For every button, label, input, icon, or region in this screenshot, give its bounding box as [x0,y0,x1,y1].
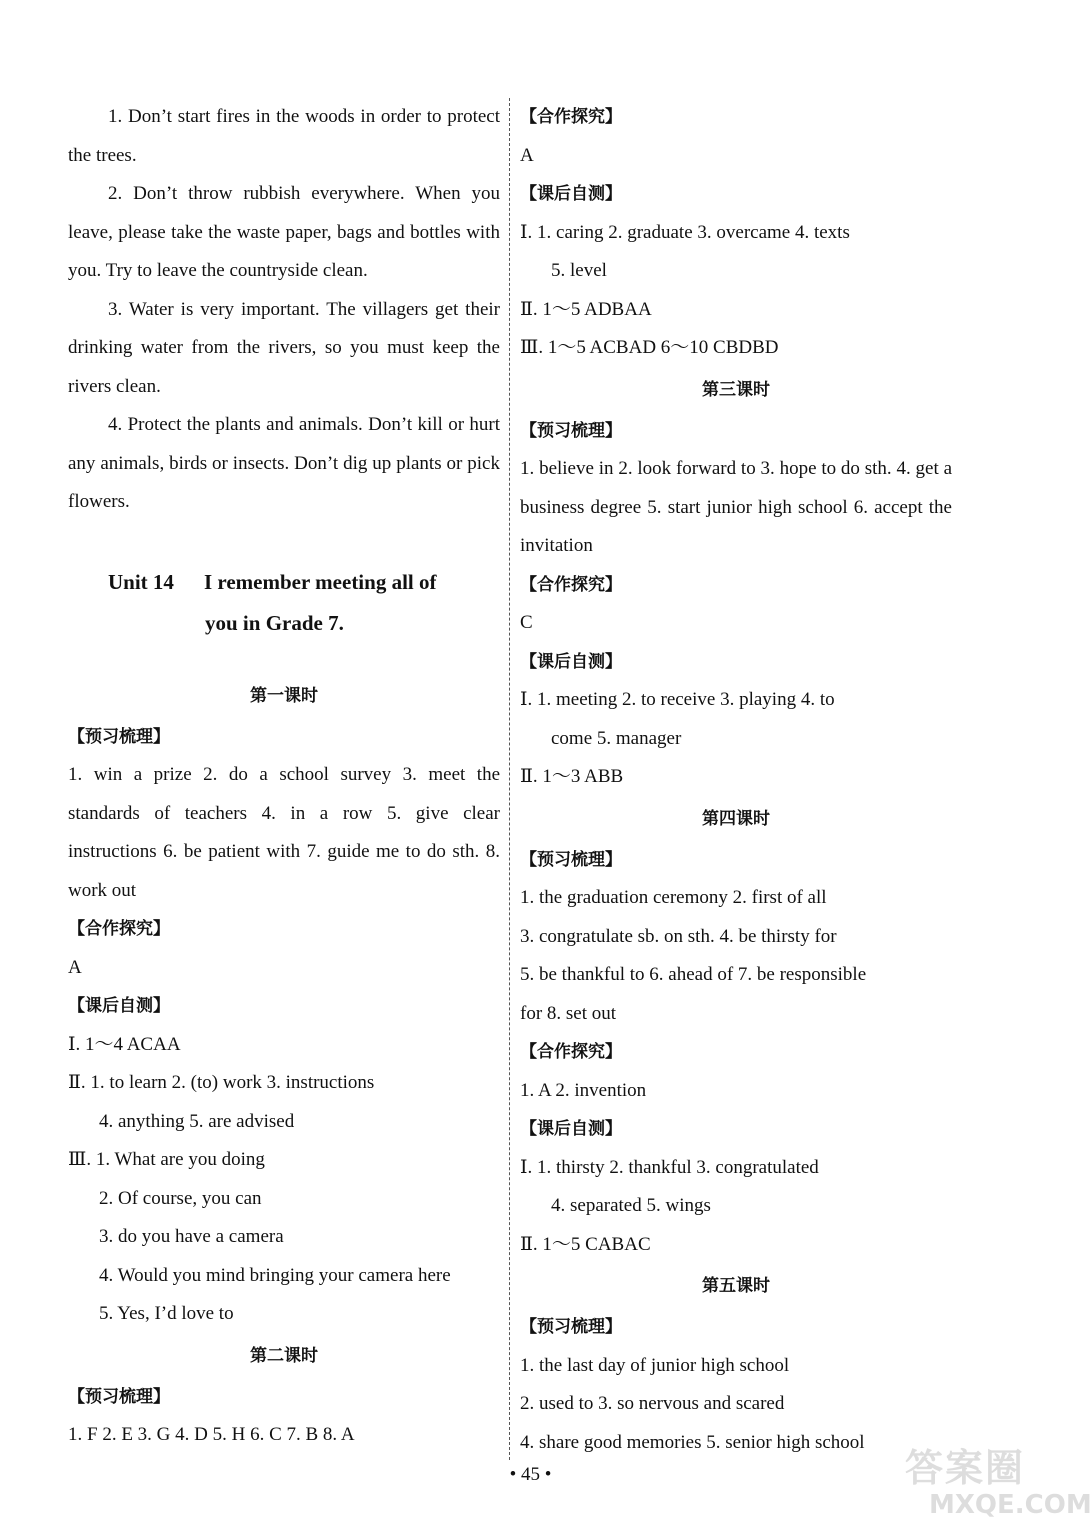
unit-title-line1: I remember meeting all of [204,569,437,594]
lesson-heading-3: 第三课时 [702,379,770,400]
coop-answer: C [520,612,533,633]
preview-line: 5. be thankful to 6. ahead of 7. be responsible [520,964,867,985]
lesson-heading-2: 第二课时 [250,1345,318,1366]
lesson-heading-1: 第一课时 [250,685,318,706]
watermark-url: MXQE.COM [929,1490,1092,1520]
test-line: Ⅱ. 1～5 ADBAA [520,298,652,320]
test-line: Ⅰ. 1～4 ACAA [68,1033,181,1055]
preview-answers: 1. F 2. E 3. G 4. D 5. H 6. C 7. B 8. A [68,1424,355,1445]
test-label: 【课后自测】 [520,184,622,204]
page-number: • 45 • [509,1464,552,1485]
watermark-logo [905,1446,1092,1530]
preview-line: 4. share good memories 5. senior high school [520,1431,865,1453]
coop-label: 【合作探究】 [520,107,622,127]
preview-line: 1. the last day of junior high school [520,1354,790,1376]
preview-line: 3. congratulate sb. on sth. 4. be thirsty for [520,925,837,947]
preview-label: 【预习梳理】 [520,849,622,870]
test-line: 2. Of course, you can [99,1187,262,1209]
test-line: 3. do you have a camera [99,1226,284,1247]
left-column [68,98,500,1455]
coop-label: 【合作探究】 [68,919,170,939]
column-divider [509,98,510,1460]
test-line: Ⅰ. 1. thirsty 2. thankful 3. congratulated [520,1156,819,1178]
test-line: Ⅰ. 1. caring 2. graduate 3. overcame 4. texts [520,221,850,243]
unit-title-line2: you in Grade 7. [205,610,344,635]
paragraph-1: 1. Don’t start fires in the woods in order to protect the trees. [68,106,500,166]
preview-line: 2. used to 3. so nervous and scared [520,1393,785,1414]
test-line: Ⅱ. 1～5 CABAC [520,1233,651,1255]
unit-title [108,562,500,644]
test-line: 5. level [551,260,607,281]
test-line: come 5. manager [551,727,682,749]
coop-answer: A [68,956,82,978]
preview-label: 【预习梳理】 [520,420,622,441]
preview-line: 1. the graduation ceremony 2. first of all [520,887,827,908]
coop-answer: A [520,144,534,166]
test-line: 5. Yes, I’d love to [99,1303,234,1324]
test-line: 4. separated 5. wings [551,1195,711,1216]
test-line: 4. anything 5. are advised [99,1110,295,1132]
preview-label: 【预习梳理】 [520,1317,622,1337]
test-label: 【课后自测】 [68,996,170,1016]
test-line: 4. Would you mind bringing your camera here [99,1264,451,1286]
test-label: 【课后自测】 [520,1119,622,1139]
right-column [520,98,952,1462]
paragraph-3: 3. Water is very important. The villagers get their drinking water from the rivers, so you must keep the rivers clean. [68,298,500,397]
coop-answer: 1. A 2. invention [520,1079,647,1101]
unit-number: Unit 14 [108,569,174,594]
paragraph-2: 2. Don’t throw rubbish everywhere. When you leave, please take the waste paper, bags and bottles with you. Try to leave the countryside clean. [68,183,500,281]
test-label: 【课后自测】 [520,651,622,672]
test-line: Ⅰ. 1. meeting 2. to receive 3. playing 4. to [520,689,835,710]
coop-label: 【合作探究】 [520,574,622,595]
test-line: Ⅱ. 1. to learn 2. (to) work 3. instructions [68,1072,375,1093]
test-line: Ⅱ. 1～3 ABB [520,766,624,787]
lesson-heading-4: 第四课时 [702,808,770,829]
preview-answers: 1. win a prize 2. do a school survey 3. meet the standards of teachers 4. in a row 5. give clear instructions 6. be patient with 7. guide me to do sth. 8. work out [68,764,500,901]
test-line: Ⅲ. 1～5 ACBAD 6～10 CBDBD [520,337,779,358]
preview-label: 【预习梳理】 [68,1386,170,1407]
preview-label: 【预习梳理】 [68,726,170,747]
coop-label: 【合作探究】 [520,1042,622,1062]
preview-line: for 8. set out [520,1002,617,1024]
paragraph-4: 4. Protect the plants and animals. Don’t kill or hurt any animals, birds or insects. Don’t dig up plants or pick flowers. [68,414,500,512]
watermark-text: 答案圈 [905,1446,1026,1490]
test-line: Ⅲ. 1. What are you doing [68,1149,265,1170]
preview-answers: 1. believe in 2. look forward to 3. hope to do sth. 4. get a business degree 5. start junior high school 6. accept the invitation [520,458,952,556]
lesson-heading-5: 第五课时 [702,1276,770,1296]
